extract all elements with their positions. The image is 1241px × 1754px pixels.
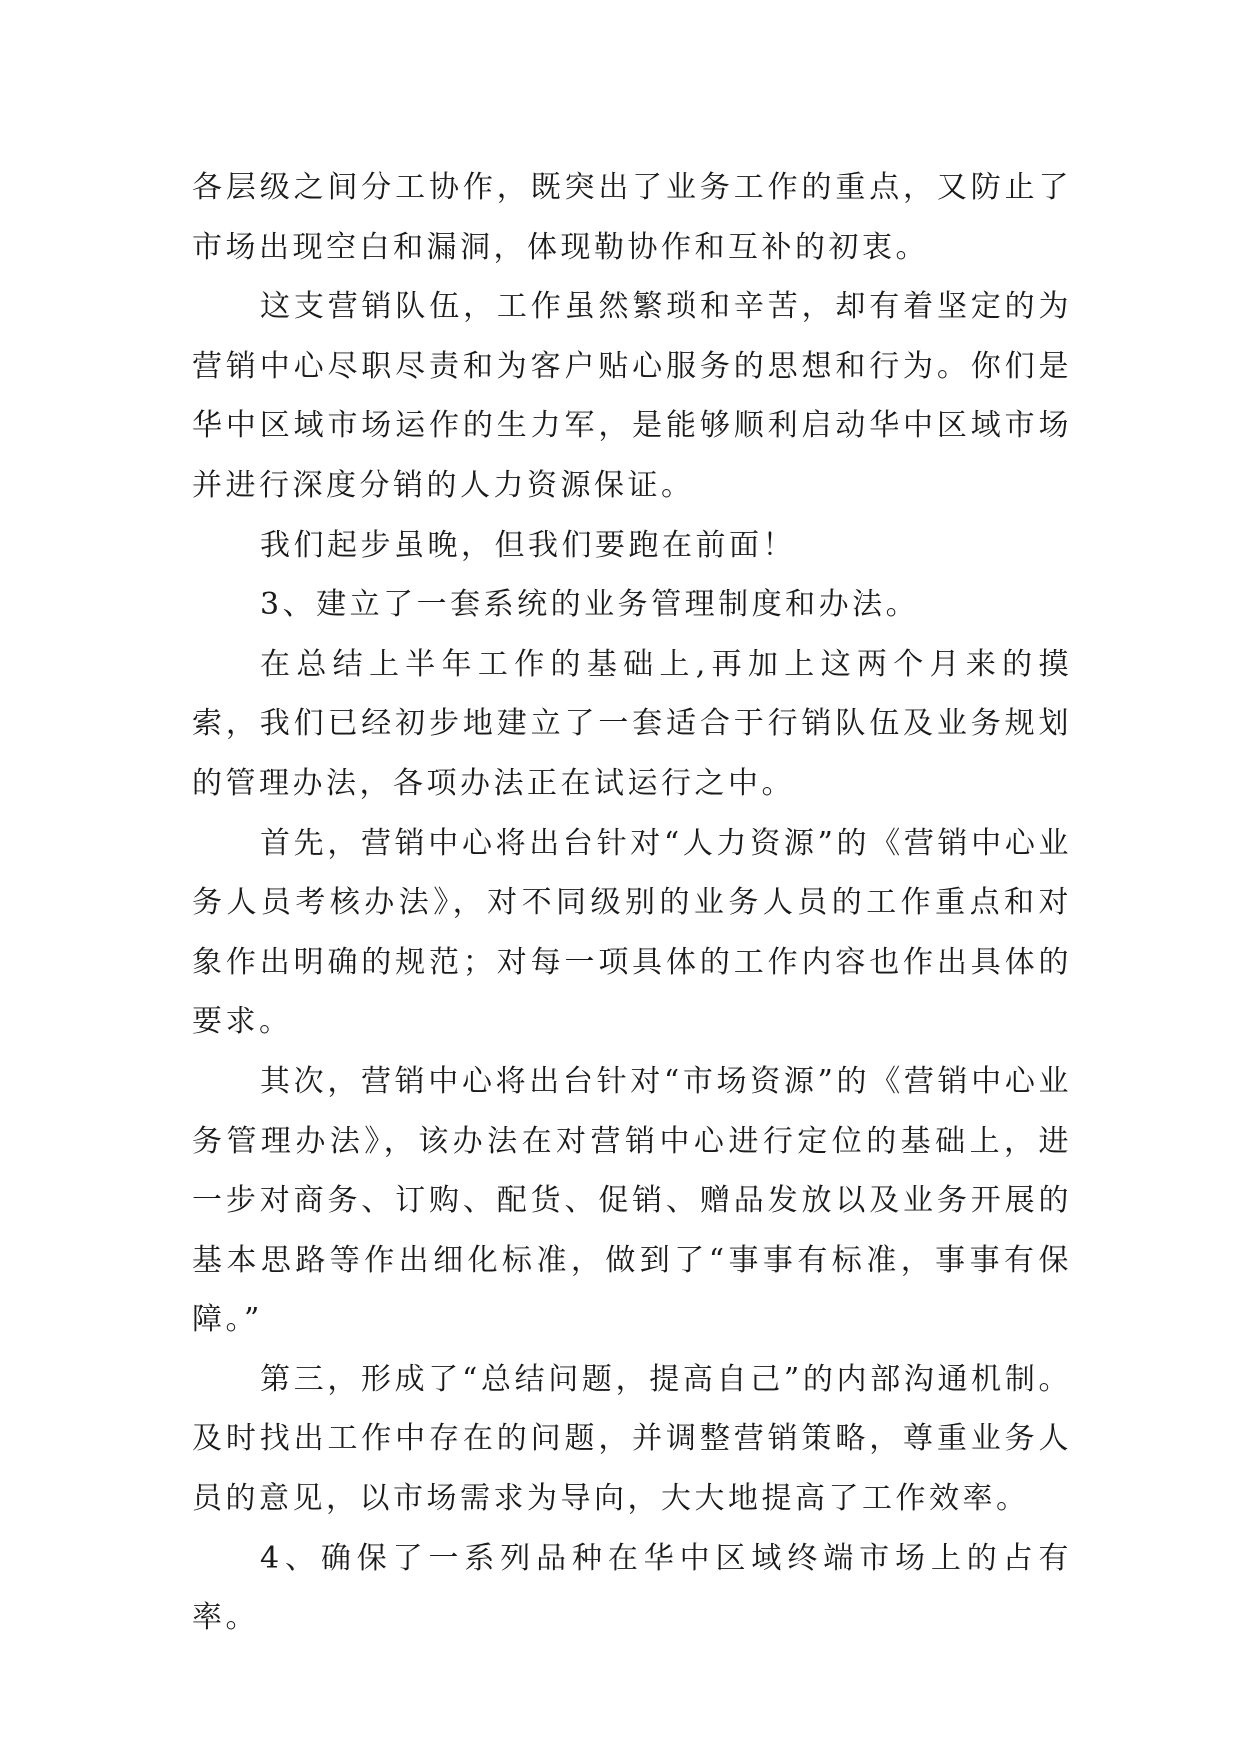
paragraph: 在总结上半年工作的基础上,再加上这两个月来的摸索，我们已经初步地建立了一套适合于行销队伍及业务规划的管理办法，各项办法正在试运行之中。	[192, 646, 1072, 801]
paragraph: 首先，营销中心将出台针对“人力资源”的《营销中心业务人员考核办法》，对不同级别的业务人员的工作重点和对象作出明确的规范；对每一项具体的工作内容也作出具体的要求。	[192, 825, 1072, 1040]
paragraph: 4、确保了一系列品种在华中区域终端市场上的占有率。	[192, 1540, 1072, 1636]
paragraph: 我们起步虽晚，但我们要跑在前面！	[260, 527, 796, 563]
paragraph: 这支营销队伍，工作虽然繁琐和辛苦，却有着坚定的为营销中心尽职尽责和为客户贴心服务的思想和行为。你们是华中区域市场运作的生力军，是能够顺利启动华中区域市场并进行深度分销的人力资源保证。	[192, 289, 1072, 503]
paragraph: 各层级之间分工协作，既突出了业务工作的重点，又防止了市场出现空白和漏洞，体现勒协作和互补的初衷。	[192, 170, 1072, 265]
paragraph: 3、建立了一套系统的业务管理制度和办法。	[260, 587, 920, 623]
paragraph: 第三，形成了“总结问题，提高自己”的内部沟通机制。及时找出工作中存在的问题，并调整营销策略，尊重业务人员的意见，以市场需求为导向，大大地提高了工作效率。	[192, 1361, 1072, 1517]
document-body	[192, 158, 1072, 1648]
paragraph: 其次，营销中心将出台针对“市场资源”的《营销中心业务管理办法》，该办法在对营销中心进行定位的基础上，进一步对商务、订购、配货、促销、赠品发放以及业务开展的基本思路等作出细化标准，做到了“事事有标准，事事有保障。”	[192, 1063, 1072, 1338]
